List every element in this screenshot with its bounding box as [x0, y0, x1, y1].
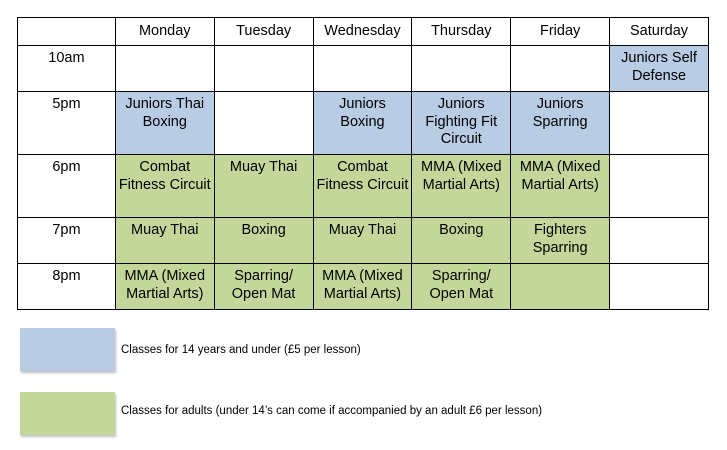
day-header-tuesday: Tuesday	[214, 18, 313, 46]
time-label-text: 5pm	[52, 96, 81, 112]
class-name	[610, 155, 708, 159]
class-slot	[115, 264, 214, 310]
class-slot	[511, 92, 610, 155]
class-name: Juniors Sparring	[532, 96, 588, 130]
legend-swatch-adults	[20, 392, 115, 435]
class-name: Juniors Boxing	[339, 96, 386, 130]
time-row	[18, 218, 709, 264]
time-row	[18, 46, 709, 92]
time-label	[18, 264, 116, 310]
class-name	[610, 218, 708, 222]
empty-slot	[115, 46, 214, 92]
empty-slot	[313, 46, 412, 92]
day-header-friday: Friday	[511, 18, 610, 46]
class-name: MMA (Mixed Martial Arts)	[322, 268, 403, 302]
class-name	[215, 92, 313, 96]
day-header-row	[18, 18, 709, 46]
class-slot	[115, 92, 214, 155]
time-label-text: 8pm	[52, 268, 81, 284]
empty-slot	[610, 264, 709, 310]
empty-slot	[610, 155, 709, 218]
class-slot	[511, 155, 610, 218]
class-slot	[214, 264, 313, 310]
legend-text-adults: Classes for adults (under 14’s can come if accompanied by an adult £6 per lesson)	[121, 405, 543, 417]
empty-slot	[214, 92, 313, 155]
legend-text-juniors: Classes for 14 years and under (£5 per lesson)	[121, 344, 361, 356]
class-name: Muay Thai	[131, 222, 199, 238]
class-slot	[412, 155, 511, 218]
empty-slot	[214, 46, 313, 92]
class-name: Muay Thai	[328, 222, 397, 238]
class-name: Sparring/ Open Mat	[429, 268, 494, 302]
class-name: MMA (Mixed Martial Arts)	[421, 159, 502, 193]
empty-slot	[610, 218, 709, 264]
class-slot	[313, 92, 412, 155]
time-label	[18, 92, 116, 155]
class-name: MMA (Mixed Martial Arts)	[519, 159, 601, 193]
class-slot	[412, 264, 511, 310]
legend-swatch-juniors	[20, 328, 115, 371]
class-name: Juniors Thai Boxing	[125, 96, 205, 130]
class-name: Boxing	[439, 222, 484, 238]
class-name: Muay Thai	[229, 159, 298, 175]
class-name	[412, 46, 510, 50]
class-slot	[511, 218, 610, 264]
empty-slot	[412, 46, 511, 92]
class-slot	[511, 264, 610, 310]
class-name	[610, 264, 708, 268]
class-slot	[115, 218, 214, 264]
class-slot	[313, 218, 412, 264]
time-label-text: 7pm	[52, 222, 81, 238]
class-name: Juniors Self Defense	[621, 50, 697, 84]
day-header-monday: Monday	[115, 18, 214, 46]
class-slot	[313, 264, 412, 310]
time-row	[18, 92, 709, 155]
class-slot	[214, 155, 313, 218]
class-name: MMA (Mixed Martial Arts)	[124, 268, 206, 302]
class-name	[215, 46, 313, 50]
class-name	[610, 92, 708, 96]
class-slot	[610, 46, 709, 92]
class-slot	[412, 92, 511, 155]
class-slot	[214, 218, 313, 264]
day-header-wednesday: Wednesday	[313, 18, 412, 46]
class-name: Combat Fitness Circuit	[118, 159, 211, 193]
class-name: Sparring/ Open Mat	[231, 268, 296, 302]
empty-slot	[511, 46, 610, 92]
time-row	[18, 264, 709, 310]
time-label-text: 6pm	[52, 159, 81, 175]
class-name: Combat Fitness Circuit	[316, 159, 409, 193]
day-header-saturday: Saturday	[610, 18, 709, 46]
empty-slot	[610, 92, 709, 155]
class-name	[511, 264, 609, 268]
class-name	[511, 46, 609, 50]
class-name	[314, 46, 412, 50]
time-label	[18, 218, 116, 264]
class-name: Fighters Sparring	[532, 222, 588, 256]
class-name	[116, 46, 214, 50]
class-slot	[412, 218, 511, 264]
time-label	[18, 46, 116, 92]
corner-cell	[18, 18, 116, 46]
class-timetable	[17, 17, 709, 310]
class-name: Juniors Fighting Fit Circuit	[425, 96, 498, 147]
class-slot	[115, 155, 214, 218]
class-slot	[313, 155, 412, 218]
class-name: Boxing	[241, 222, 286, 238]
time-row	[18, 155, 709, 218]
day-header-thursday: Thursday	[412, 18, 511, 46]
time-label-text: 10am	[48, 50, 85, 66]
time-label	[18, 155, 116, 218]
